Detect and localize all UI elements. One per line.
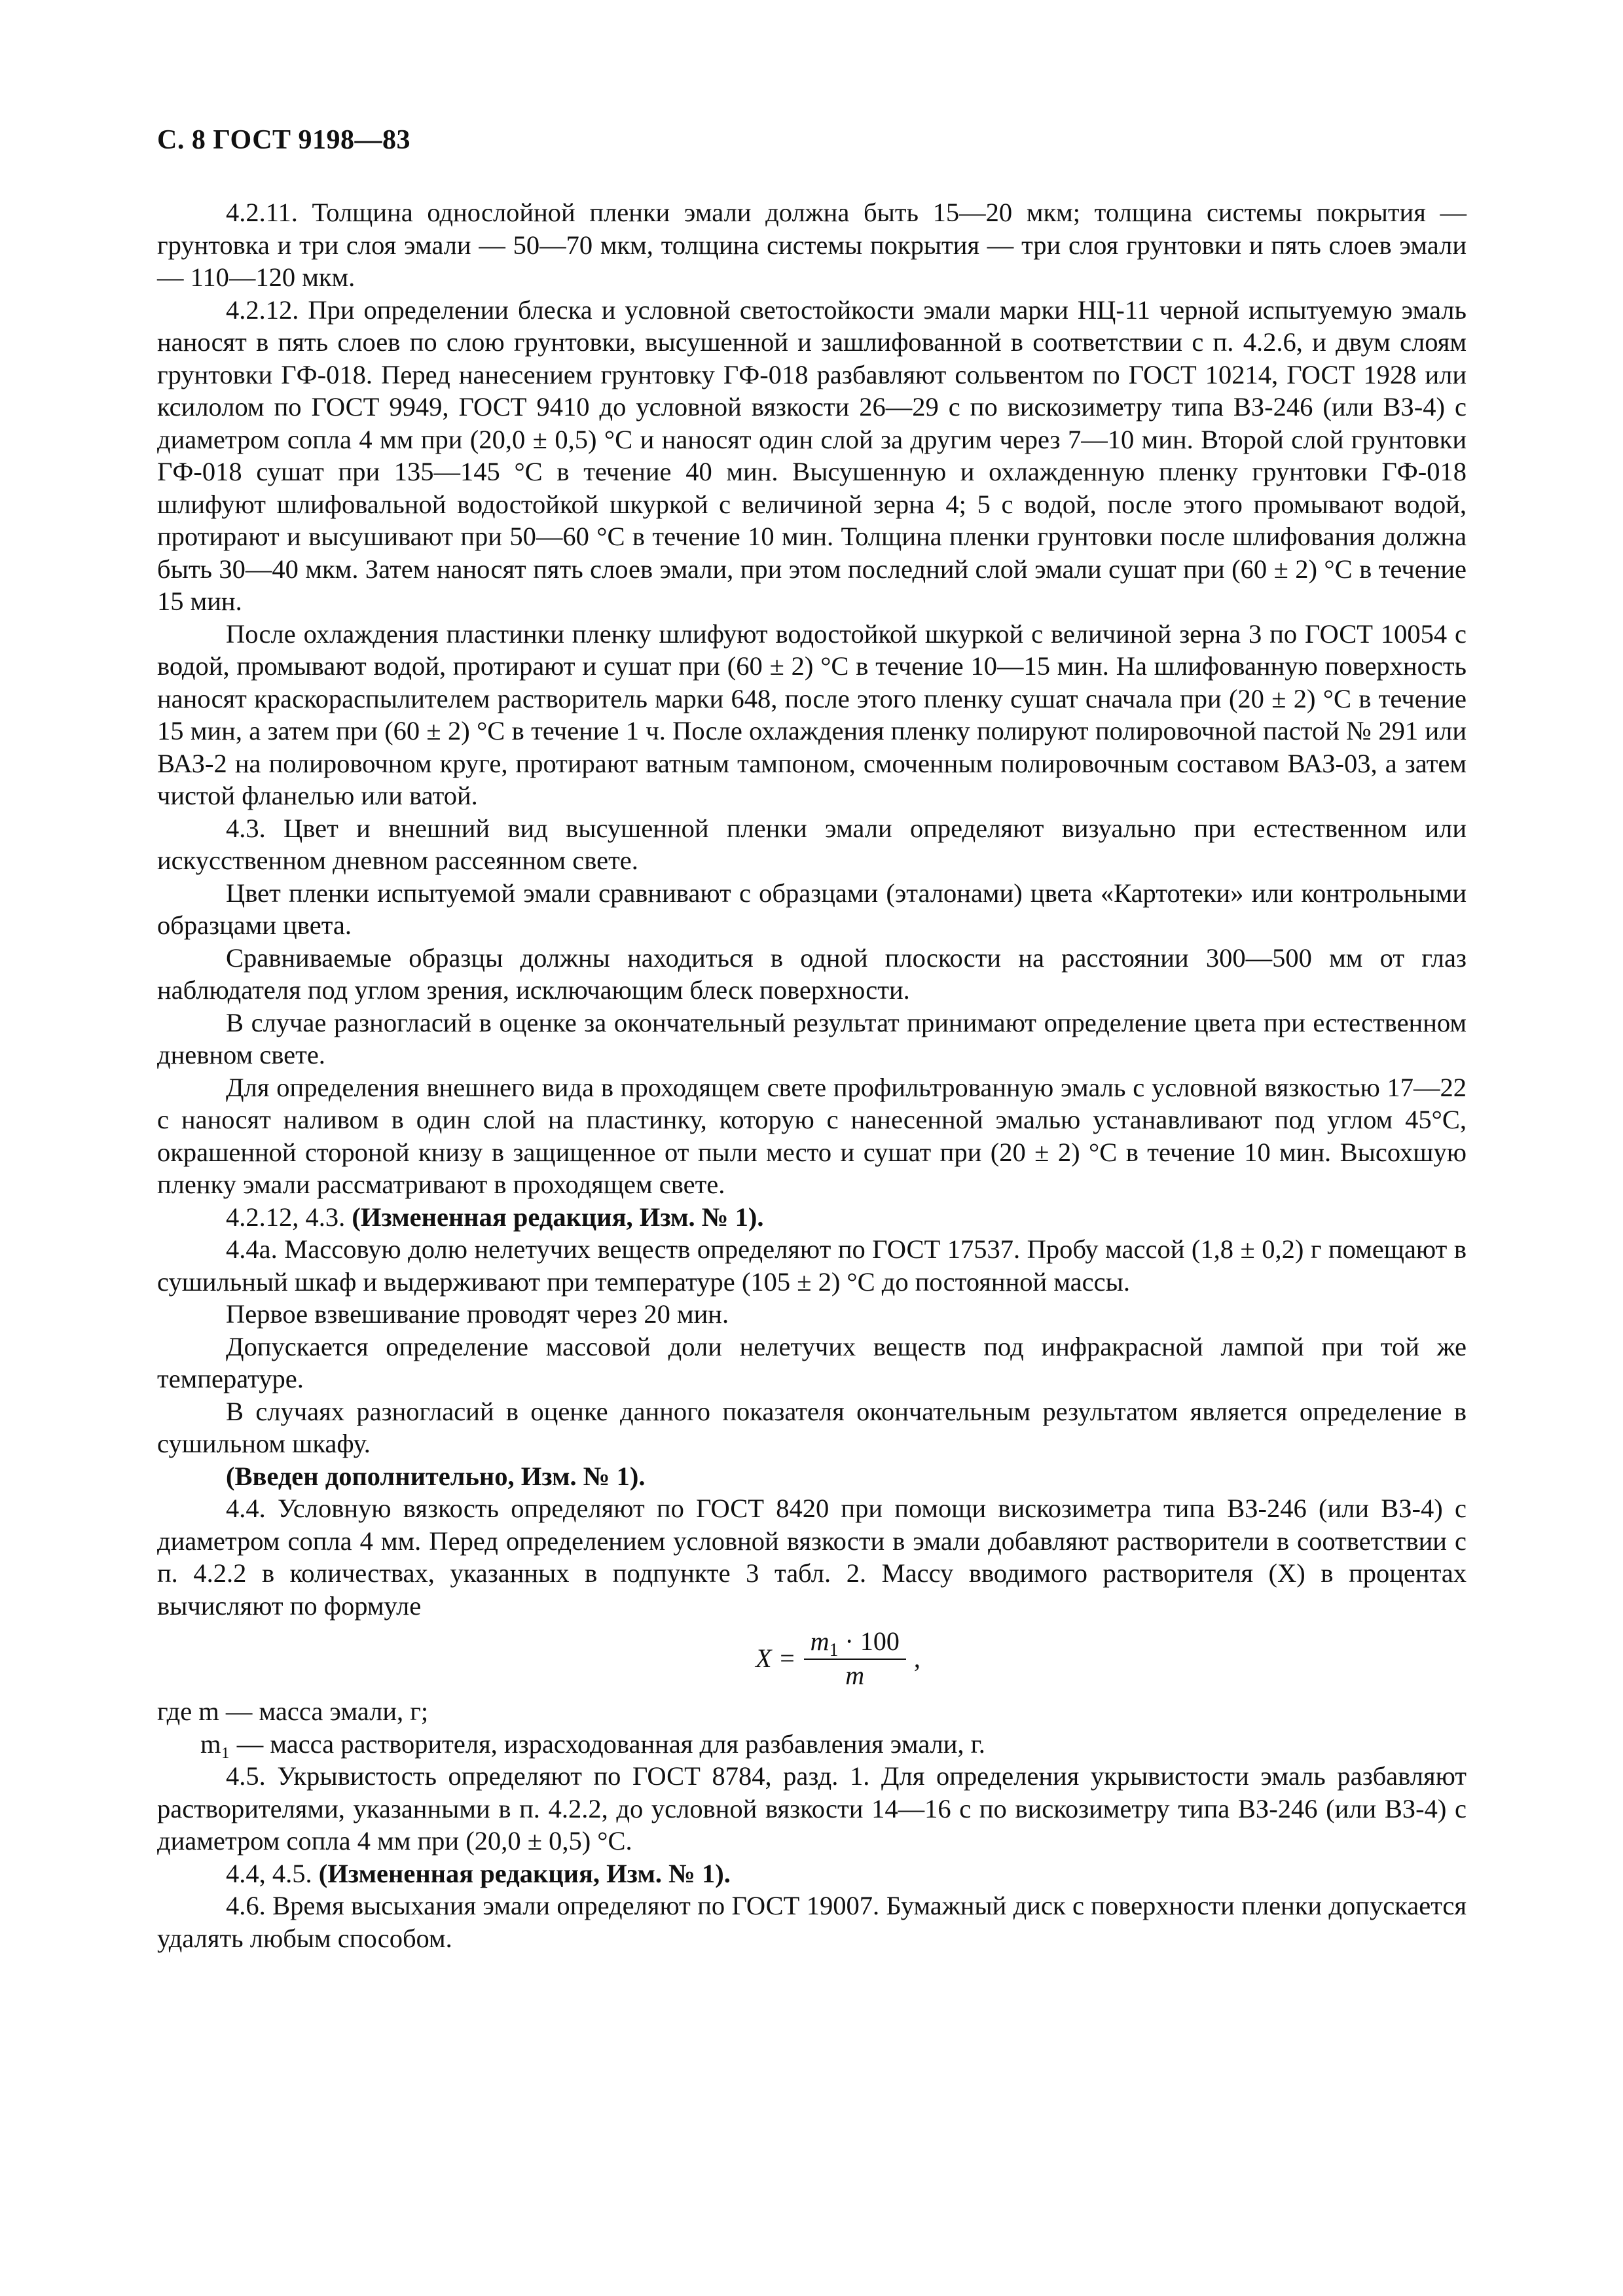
formula-denominator: m bbox=[845, 1660, 865, 1690]
paragraph-infrared: Допускается определение массовой доли нелетучих веществ под инфракрасной лампой при той же температуре. bbox=[157, 1331, 1467, 1393]
amendment-ref: 4.4, 4.5. bbox=[226, 1858, 312, 1888]
formula-tail: , bbox=[913, 1643, 921, 1674]
formula-lhs: X = bbox=[756, 1643, 796, 1674]
paragraph-distance: Сравниваемые образцы должны находиться в одной плоскости на расстоянии 300—500 мм от глаз наблюдателя под углом зрения, исключающим блеск поверхности. bbox=[157, 942, 1467, 1005]
paragraph-4-2-11: 4.2.11. Толщина однослойной пленки эмали должна быть 15—20 мкм; толщина системы покрытия — грунтовка и три слоя эмали — 50—70 мкм, толщина системы покрытия — три слоя грунтовки и пять слоев эмали — 110—120 мкм. bbox=[157, 198, 1467, 292]
paragraph-4-2-12: 4.2.12. При определении блеска и условной светостойкости эмали марки НЦ-11 черной испытуемую эмаль наносят в пять слоев по слою грунтовки, высушенной и зашлифованной в соответствии с п. 4.2.6, и двум слоям грунтовки ГФ-018. Перед нанесением грунтовку ГФ-018 разбавляют сольвентом по ГОСТ 10214, ГОСТ 1928 или ксилолом по ГОСТ 9949, ГОСТ 9410 до условной вязкости 26—29 с по вискозиметру типа ВЗ-246 (или ВЗ-4) с диаметром сопла 4 мм при (20,0 ± 0,5) °С и наносят один слой за другим через 7—10 мин. Второй слой грунтовки ГФ-018 сушат при 135—145 °С в течение 40 мин. Высушенную и охлажденную пленку грунтовки ГФ-018 шлифуют шлифовальной водостойкой шкуркой с величиной зерна 4; 5 с водой, после этого промывают водой, протирают и высушивают при 50—60 °С в течение 10 мин. Толщина пленки грунтовки после шлифования должна быть 30—40 мкм. Затем наносят пять слоев эмали, при этом последний слой эмали сушат при (60 ± 2) °С в течение 15 мин. bbox=[157, 295, 1467, 616]
page-header: С. 8 ГОСТ 9198—83 bbox=[157, 125, 411, 155]
paragraph-4-6: 4.6. Время высыхания эмали определяют по ГОСТ 19007. Бумажный диск с поверхности пленки допускается удалять любым способом. bbox=[157, 1891, 1467, 1953]
amendment-ref: 4.2.12, 4.3. bbox=[226, 1202, 346, 1232]
formula bbox=[210, 1622, 1467, 1695]
paragraph-polishing: После охлаждения пластинки пленку шлифуют водостойкой шкуркой с величиной зерна 3 по ГОСТ 10054 с водой, промывают водой, протирают и сушат при (60 ± 2) °С в течение 10—15 мин. На шлифованную поверхность наносят краскораспылителем растворитель марки 648, после этого пленку сушат сначала при (20 ± 2) °С в течение 15 мин, а затем при (60 ± 2) °С в течение 1 ч. После охлаждения пленку полируют полировочной пастой № 291 или ВАЗ-2 на полировочном круге, протирают ватным тампоном, смоченным полировочным составом ВАЗ-03, а затем чистой фланелью или ватой. bbox=[157, 619, 1467, 810]
document-body bbox=[157, 196, 1467, 1954]
legend-m1: m₁ — масса растворителя, израсходованная для разбавления эмали, г. bbox=[200, 1729, 985, 1759]
amendment-note: (Измененная редакция, Изм. № 1). bbox=[318, 1858, 731, 1888]
paragraph-first-weighing: Первое взвешивание проводят через 20 мин. bbox=[226, 1299, 729, 1329]
formula-fraction bbox=[804, 1627, 906, 1690]
paragraph-4-4a: 4.4а. Массовую долю нелетучих веществ определяют по ГОСТ 17537. Пробу массой (1,8 ± 0,2) г помещают в сушильный шкаф и выдерживают при температуре (105 ± 2) °С до постоянной массы. bbox=[157, 1234, 1467, 1297]
paragraph-amendment-1 bbox=[157, 1201, 1467, 1234]
paragraph-color-comparison: Цвет пленки испытуемой эмали сравнивают с образцами (эталонами) цвета «Картотеки» или контрольными образцами цвета. bbox=[157, 878, 1467, 940]
amendment-note: (Измененная редакция, Изм. № 1). bbox=[352, 1202, 764, 1232]
paragraph-4-3: 4.3. Цвет и внешний вид высушенной пленки эмали определяют визуально при естественном или искусственном дневном рассеянном свете. bbox=[157, 813, 1467, 875]
paragraph-disagreement-2: В случаях разногласий в оценке данного показателя окончательным результатом является определение в сушильном шкафу. bbox=[157, 1396, 1467, 1458]
paragraph-4-4: 4.4. Условную вязкость определяют по ГОСТ 8420 при помощи вискозиметра типа ВЗ-246 (или ВЗ-4) с диаметром сопла 4 мм. Перед определением условной вязкости в эмали добавляют растворители в соответствии с п. 4.2.2 в количествах, указанных в подпункте 3 табл. 2. Массу вводимого растворителя (X) в процентах вычисляют по формуле bbox=[157, 1494, 1467, 1621]
paragraph-4-5: 4.5. Укрывистость определяют по ГОСТ 8784, разд. 1. Для определения укрывистости эмаль разбавляют растворителями, указанными в п. 4.2.2, до условной вязкости 14—16 с по вискозиметру типа ВЗ-246 (или ВЗ-4) с диаметром сопла 4 мм при (20,0 ± 0,5) °С. bbox=[157, 1761, 1467, 1856]
paragraph-amendment-2 bbox=[157, 1857, 1467, 1890]
formula-numerator: $m_1 \cdot 100$ bbox=[804, 1627, 906, 1660]
paragraph-transmitted-light: Для определения внешнего вида в проходящем свете профильтрованную эмаль с условной вязкостью 17—22 с наносят наливом в один слой на пластинку, которую с нанесенной эмалью устанавливают под углом 45°С, окрашенной стороной книзу в защищенное от пыли место и сушат при (20 ± 2) °С в течение 10 мин. Высохшую пленку эмали рассматривают в проходящем свете. bbox=[157, 1072, 1467, 1199]
legend-m: где m — масса эмали, г; bbox=[157, 1696, 429, 1726]
paragraph-introduced: (Введен дополнительно, Изм. № 1). bbox=[226, 1461, 646, 1491]
paragraph-disagreement: В случае разногласий в оценке за окончательный результат принимают определение цвета при естественном дневном свете. bbox=[157, 1007, 1467, 1069]
